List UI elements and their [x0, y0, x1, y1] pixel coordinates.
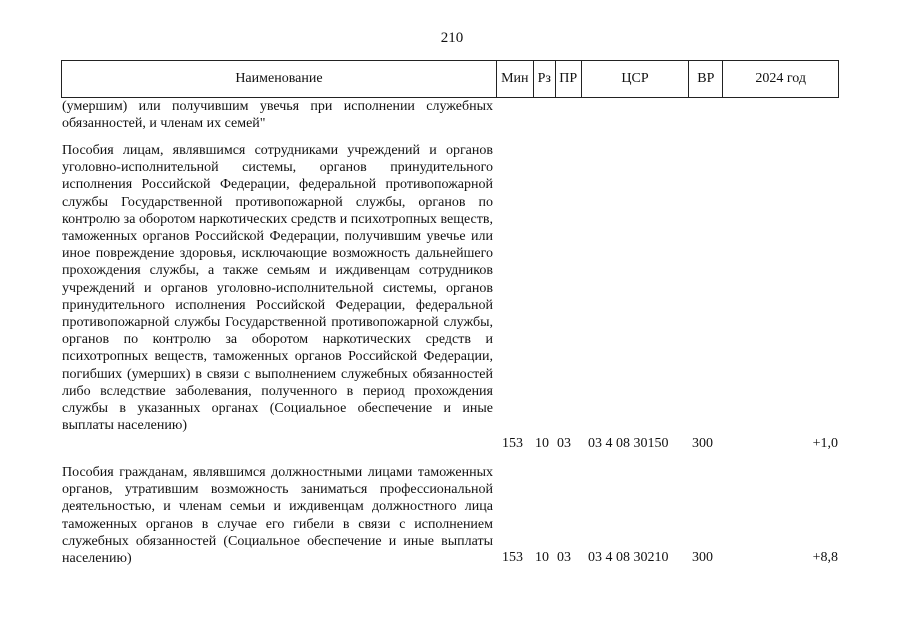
continuation-text: (умершим) или получившим увечья при исполнении служебных обязанностей, и членам их семей": [62, 99, 493, 132]
row-2-amount: +8,8: [812, 550, 838, 565]
row-2-pr: 03: [557, 550, 571, 565]
row-1-name: Пособия лицам, являвшимся сотрудниками учреждений и органов уголовно-исполнительной системы, органов принудительного исполнения Российской Федерации, федеральной противопожарной службы Государственной противопожарной службы, органов по контролю за оборотом наркотических средств и психотропных веществ, таможенных органов Российской Федерации, получившим увечье или иное повреждение здоровья, исключающие возможность дальнейшего прохождения службы, а также семьям и иждивенцам сотрудников учреждений и органов уголовно-исполнительной системы, органов принудительного исполнения Российской Федерации, федеральной противопожарной службы Государственной противопожарной службы, органов по контролю за оборотом наркотических средств и психотропных веществ, таможенных органов Российской Федерации, погибших (умерших) в связи с выполнением служебных обязанностей либо вследствие заболевания, полученного в период прохождения службы в указанных органах (Социальное обеспечение и иные выплаты населению): [62, 143, 493, 434]
header-year: 2024 год: [755, 71, 806, 86]
page-number: 210: [440, 30, 464, 46]
row-1-vr: 300: [692, 436, 713, 451]
header-rz: Рз: [534, 61, 556, 97]
row-1-min: 153: [502, 436, 523, 451]
row-1-amount: +1,0: [812, 436, 838, 451]
header-name: Наименование: [62, 61, 497, 97]
row-1-rz: 10: [535, 436, 549, 451]
row-1-pr: 03: [557, 436, 571, 451]
row-2-vr: 300: [692, 550, 713, 565]
row-2-csr: 03 4 08 30210: [588, 550, 669, 565]
header-csr: ЦСР: [582, 61, 690, 97]
row-2-rz: 10: [535, 550, 549, 565]
row-2-min: 153: [502, 550, 523, 565]
header-min: Мин: [497, 61, 534, 97]
row-1-csr: 03 4 08 30150: [588, 436, 669, 451]
header-vr: ВР: [689, 61, 723, 97]
row-2-name: Пособия гражданам, являвшимся должностными лицами таможенных органов, утратившим возможность заниматься профессиональной деятельностью, и членам семьи и иждивенцам должностного лица таможенных органов в случае его гибели в связи с исполнением служебных обязанностей (Социальное обеспечение и иные выплаты населению): [62, 465, 493, 567]
table-header: [61, 60, 839, 98]
header-pr: ПР: [556, 61, 582, 97]
